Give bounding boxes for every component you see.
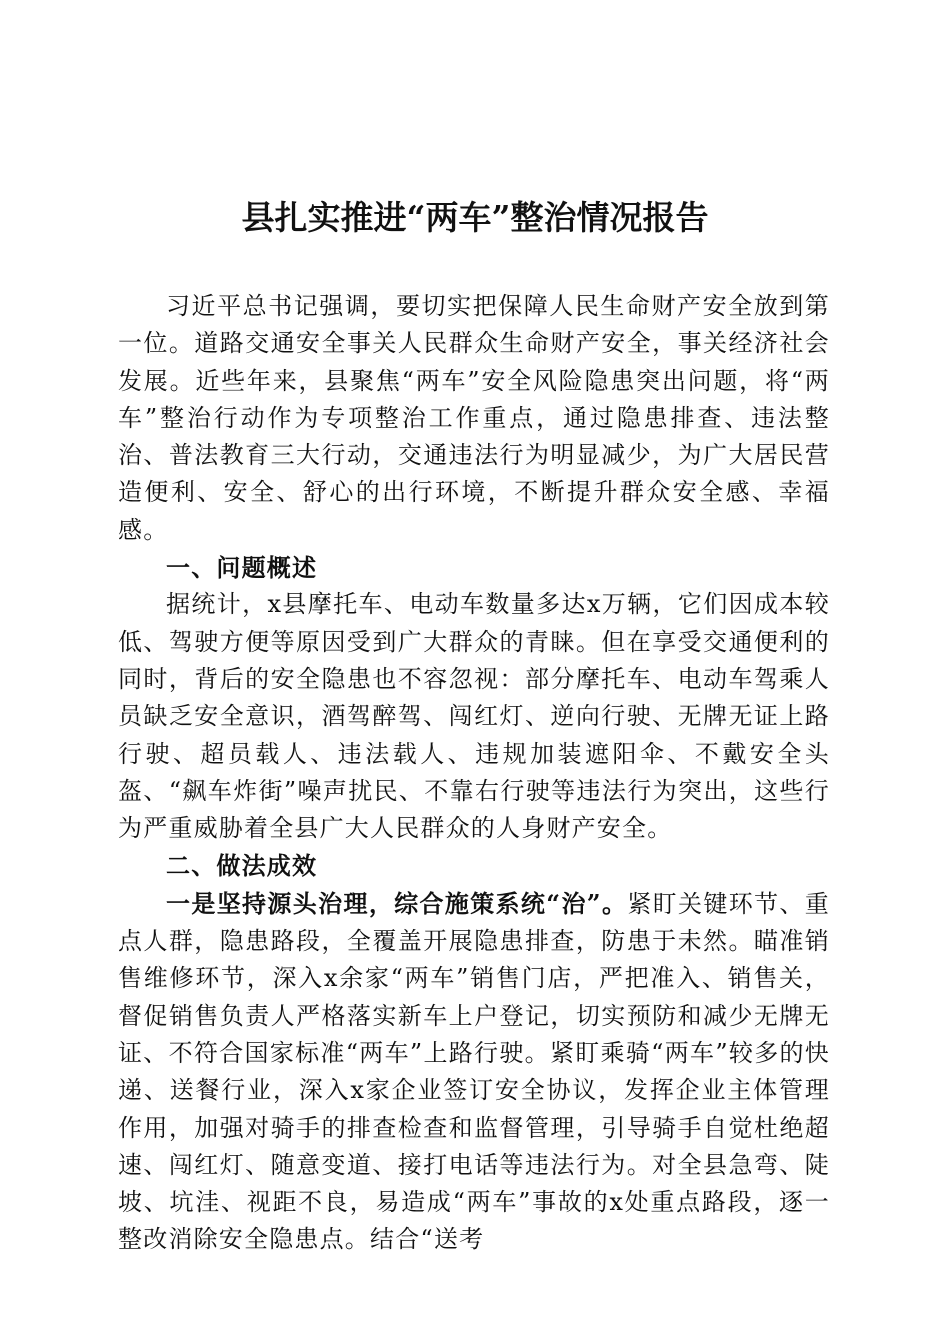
document-body [118,288,830,1259]
document-title: 县扎实推进“两车”整治情况报告 [241,198,709,237]
measure-detail-text: 紧盯关键环节、重点人群，隐患路段，全覆盖开展隐患排查，防患于未然。瞄准销售维修环节，深入x余家“两车”销售门店，严把准入、销售关，督促销售负责人严格落实新车上户登记，切实预防和减少无牌无证、不符合国家标准“两车”上路行驶。紧盯乘骑“两车”较多的快递、送餐行业，深入x家企业签订安全协议，发挥企业主体管理作用，加强对骑手的排查检查和监督管理，引导骑手自觉杜绝超速、闯红灯、随意变道、接打电话等违法行为。对全县急弯、陡坡、坑洼、视距不良，易造成“两车”事故的x处重点路段，逐一整改消除安全隐患点。结合“送考 [118,889,830,1254]
section-heading-problem-overview: 一、问题概述 [166,553,318,583]
intro-paragraph: 习近平总书记强调，要切实把保障人民生命财产安全放到第一位。道路交通安全事关人民群众生命财产安全，事关经济社会发展。近些年来，县聚焦“两车”安全风险隐患突出问题，将“两车”整治行动作为专项整治工作重点，通过隐患排查、违法整治、普法教育三大行动，交通违法行为明显减少，为广大居民营造便利、安全、舒心的出行环境，不断提升群众安全感、幸福感。 [118,292,830,544]
section-heading-measures-results: 二、做法成效 [166,851,318,881]
problem-overview-paragraph: 据统计，x县摩托车、电动车数量多达x万辆，它们因成本较低、驾驶方便等原因受到广大群众的青睐。但在享受交通便利的同时，背后的安全隐患也不容忽视：部分摩托车、电动车驾乘人员缺乏安全意识，酒驾醉驾、闯红灯、逆向行驶、无牌无证上路行驶、超员载人、违法载人、违规加装遮阳伞、不戴安全头盔、“飙车炸街”噪声扰民、不靠右行驶等违法行为突出，这些行为严重威胁着全县广大人民群众的人身财产安全。 [118,590,830,843]
measures-results-paragraph [118,885,830,1259]
measure-lead-sentence: 一是坚持源头治理，综合施策系统“治”。 [166,888,628,918]
